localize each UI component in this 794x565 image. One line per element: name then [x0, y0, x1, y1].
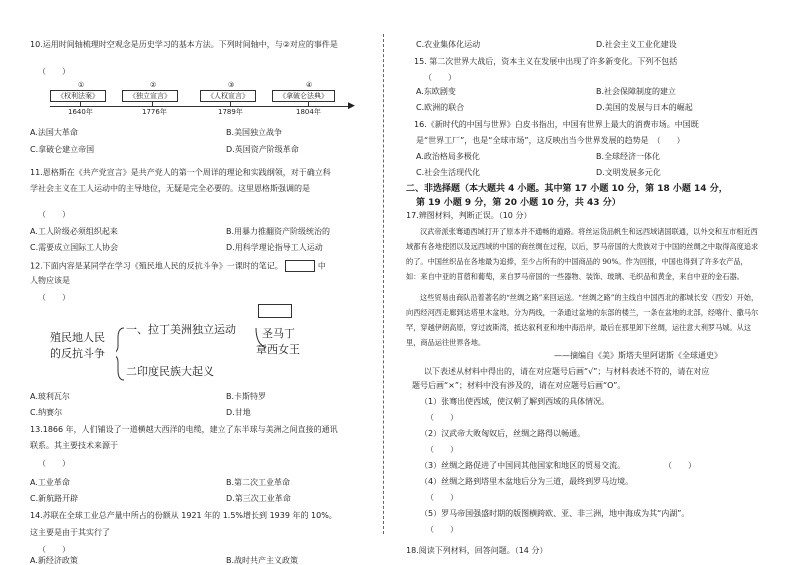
- q10-option-b: B.美国独立战争: [226, 128, 283, 137]
- timeline-event: 《人权宣言》: [200, 90, 256, 102]
- q13-answer-paren: （ ）: [38, 459, 70, 468]
- timeline-event: 《独立宣言》: [122, 90, 178, 102]
- timeline-tick: [230, 102, 231, 107]
- q15-option-d: D.美国的发展与日本的崛起: [596, 103, 693, 112]
- q15-answer-paren: （ ）: [424, 73, 456, 82]
- q17-item-1: （1）张骞出使西域，使汉朝了解到西域的具体情况。: [420, 397, 610, 406]
- q12-stem-text: 12.下面内容是某同学在学习《殖民地人民的反抗斗争》一课时的笔记。: [30, 261, 283, 271]
- timeline-event: 《拿破仑法典》: [272, 90, 335, 102]
- q15-stem: 15. 第二次世界大战后，资本主义在发展中出现了许多新变化。下列不包括: [414, 57, 678, 66]
- q12-option-b: B.卡斯特罗: [226, 392, 267, 401]
- q11-answer-paren: （ ）: [38, 210, 70, 219]
- q10-stem: 10.运用时间轴梳理时空观念是历史学习的基本方法。下列时间轴中，与②对应的事件是: [30, 40, 338, 49]
- q12-option-d: D.甘地: [226, 408, 251, 417]
- q13-option-b: B.第二次工业革命: [226, 478, 291, 487]
- q13-option-c: C.新航路开辟: [30, 494, 79, 503]
- timeline-year: 1789年: [218, 108, 243, 116]
- q17-item-3-paren: （ ）: [664, 461, 696, 470]
- q12-option-a: A.玻利瓦尔: [30, 392, 70, 401]
- q17-instruction-line2: 题号后画“×”；材料中没有涉及的，请在对应题号后画“O”。: [412, 381, 626, 390]
- timeline-event: 《权利法案》: [50, 90, 106, 102]
- q17-title: 17.辨图材料，判断正误。（10 分）: [406, 211, 532, 220]
- timeline-tick: [152, 102, 153, 107]
- q11-option-d: D.用科学理论指导工人运动: [226, 243, 323, 252]
- q14-option-d: D.社会主义工业化建设: [596, 40, 677, 49]
- timeline-year: 1804年: [296, 108, 321, 116]
- q14-stem-line1: 14.苏联在全球工业总产量中所占的份额从 1921 年的 1.5%增长到 1939 年的 10%。: [30, 511, 337, 520]
- part2-heading-line1: 二、非选择题（本大题共 4 小题。其中第 17 小题 10 分，第 18 小题 14 分，: [406, 184, 728, 194]
- q10-timeline: [50, 82, 360, 134]
- q14-answer-paren: （ ）: [38, 545, 70, 554]
- q14-option-b: B.战时共产主义政策: [226, 556, 299, 565]
- q13-option-d: D.第三次工业革命: [226, 494, 291, 503]
- q12-option-c: C.纳赛尔: [30, 408, 63, 417]
- q13-stem-line2: 联系。其主要技术来源于: [30, 441, 118, 450]
- q17-item-5-paren: （ ）: [426, 525, 458, 534]
- q11-option-b: B.用暴力推翻资产阶级统治的: [226, 227, 331, 236]
- q17-item-4: （4）丝绸之路到塔里木盆地后分为三道，最终到罗马边境。: [420, 477, 634, 486]
- timeline-year: 1640年: [68, 108, 93, 116]
- q16-option-b: B.全球经济一体化: [596, 152, 661, 161]
- q14-option-c: C.农业集体化运动: [416, 40, 481, 49]
- q14-stem-line2: 这主要是由于其实行了: [30, 528, 110, 537]
- q12-stem-tail: 中: [317, 261, 326, 271]
- timeline-number: ③: [228, 81, 235, 89]
- q18-title: 18.阅读下列材料，回答问题。（14 分）: [406, 546, 548, 555]
- q17-source: ——摘编自《美》斯塔夫里阿诺斯《全球通史》: [554, 351, 722, 360]
- diagram-root-line2: 的反抗斗争: [50, 347, 105, 360]
- timeline-number: ①: [78, 81, 85, 89]
- q10-answer-paren: （ ）: [38, 67, 70, 76]
- q11-option-c: C.需要成立国际工人协会: [30, 243, 119, 252]
- q16-option-d: D.文明发展多元化: [596, 168, 661, 177]
- q16-option-c: C.社会生活现代化: [416, 168, 481, 177]
- timeline-year: 1776年: [142, 108, 167, 116]
- q12-blank-box: [285, 260, 315, 272]
- q11-stem-line1: 11.恩格斯在《共产党宣言》是共产党人的第一个周详的理论和实践纲领，对于确立科: [30, 168, 331, 177]
- q17-item-4-paren: （ ）: [426, 493, 458, 502]
- timeline-tick: [308, 102, 309, 107]
- q17-instruction-line1: 以下表述从材料中得出的，请在对应题号后画“√”；与材料表述不符的，请在对应: [424, 367, 710, 376]
- q17-material-paragraph-1: 汉武帝派张骞通西域打开了原本并不通畅的道路。将丝运货品帆生和远西域诸国联通，以外交和互市相近西域都有各地使团以及远西域的中国的商丝绸在过程，以后，罗马帝国的大贵族对于中国的丝绸之中取得高度追求的了。中国丝织品在各地最为追捧，至少占所有的中国商品的 90%。作为回报，中国也得到了许多农产品，如：来自中亚的苜蓿和葡萄，来自罗马帝国的一些器物、装饰、玻璃、毛织品和黄金，来自中亚的金石器。: [406, 227, 759, 281]
- q10-option-d: D.英国资产阶级革命: [226, 145, 299, 154]
- q17-item-2-paren: （ ）: [426, 445, 458, 454]
- q17-item-1-paren: （ ）: [426, 413, 458, 422]
- q17-item-3: （3）丝绸之路促进了中国同其他国家和地区的贸易交流。: [420, 461, 626, 470]
- diagram-leaf-2: 章西女王: [256, 343, 300, 356]
- q10-option-a: A.法国大革命: [30, 128, 78, 137]
- column-divider: [383, 34, 384, 534]
- timeline-axis: [50, 106, 350, 107]
- q15-option-c: C.欧洲的联合: [416, 103, 465, 112]
- q17-material-paragraph-2: 这些贸易由商队沿着著名的“丝绸之路”来回运送。“丝绸之路”的主线自中国西北的都城长安（西安）开始，向西经河西走廊到达塔里木盆地。分为两线，一条通过盆地的东部的楼兰，一条在盆地的北部，经喀什、撒马尔罕，穿越伊朗高原，穿过波斯湾，抵达叙利亚和地中海沿岸，最后在那里卸下丝绸，运往意大利罗马城。从这里，商品运往世界各地。: [406, 293, 759, 347]
- timeline-number: ④: [306, 81, 313, 89]
- timeline-arrow-icon: ▶: [348, 101, 355, 111]
- q17-item-5: （5）罗马帝国强盛时期的版图横跨欧、亚、非三洲，地中海成为其“内湖”。: [420, 509, 690, 518]
- diagram-branch-2: 二印度民族大起义: [126, 365, 214, 378]
- q11-stem-line2: 学社会主义在工人运动中的主导地位，无疑是完全必要的。这里恩格斯强调的是: [30, 184, 310, 193]
- q10-option-c: C.拿破仑建立帝国: [30, 145, 95, 154]
- q16-stem-line2: 是“世界工厂”，也是“全球市场”，这反映出当今世界发展的趋势是 （ ）: [416, 136, 685, 145]
- q12-stem-line2: 人物应该是: [30, 276, 70, 285]
- q12-stem-line1: [30, 260, 326, 272]
- q14-option-a: A.新经济政策: [30, 556, 78, 565]
- q12-answer-paren: （ ）: [38, 293, 70, 302]
- q15-option-b: B.社会保障制度的建立: [596, 87, 677, 96]
- timeline-number: ②: [150, 81, 157, 89]
- q13-option-a: A.工业革命: [30, 478, 70, 487]
- q15-option-a: A.东欧剧变: [416, 87, 456, 96]
- diagram-branch-1: 一、拉丁美洲独立运动: [126, 323, 236, 336]
- part2-heading-line2: 第 19 小题 9 分，第 20 小题 10 分，共 43 分）: [416, 198, 621, 208]
- q13-stem-line1: 13.1866 年，人们铺设了一道横越大西洋的电缆，建立了东半球与美洲之间直接的通讯: [30, 425, 338, 434]
- q17-item-2: （2）汉武帝大败匈奴后，丝绸之路得以畅通。: [420, 429, 586, 438]
- q16-option-a: A.政治格局多极化: [416, 152, 480, 161]
- timeline-tick: [80, 102, 81, 107]
- diagram-root-line1: 殖民地人民: [50, 331, 105, 344]
- q16-stem-line1: 16.《新时代的中国与世界》白皮书指出，中国有世界上最大的消费市场。中国既: [414, 120, 699, 129]
- diagram-leaf-1: 圣马丁: [262, 327, 295, 340]
- diagram-blank-box: [258, 304, 292, 318]
- q11-option-a: A.工人阶级必须组织起来: [30, 227, 118, 236]
